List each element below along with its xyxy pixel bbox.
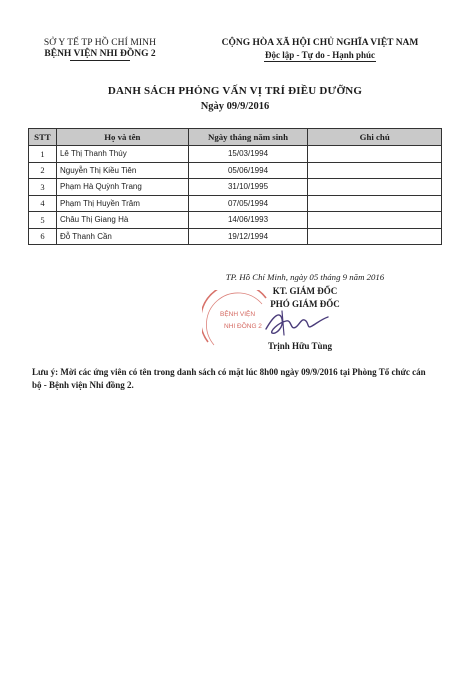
candidate-table bbox=[28, 128, 442, 245]
column-header-dob: Ngày tháng năm sinh bbox=[188, 129, 308, 146]
row-stt: 5 bbox=[29, 212, 57, 229]
place-and-date: TP. Hồ Chí Minh, ngày 05 tháng 9 năm 2016 bbox=[225, 272, 385, 282]
row-name: Lê Thị Thanh Thúy bbox=[56, 146, 188, 163]
row-dob: 15/03/1994 bbox=[188, 146, 308, 163]
motto-underline bbox=[264, 61, 376, 62]
column-header-stt: STT bbox=[29, 129, 57, 146]
row-note bbox=[308, 228, 442, 245]
department-name: SỞ Y TẾ TP HỒ CHÍ MINH bbox=[43, 38, 157, 48]
row-dob: 19/12/1994 bbox=[188, 228, 308, 245]
notice-text: Lưu ý: Mời các ứng viên có tên trong danh sách có mặt lúc 8h00 ngày 09/9/2016 tại Phòng Tổ chức cán bộ - Bệnh viện Nhi đồng 2. bbox=[32, 367, 426, 390]
row-stt: 6 bbox=[29, 228, 57, 245]
national-motto: Độc lập - Tự do - Hạnh phúc bbox=[264, 50, 375, 60]
row-dob: 14/06/1993 bbox=[188, 212, 308, 229]
row-stt: 3 bbox=[29, 179, 57, 196]
column-header-name: Họ và tên bbox=[56, 129, 188, 146]
row-name: Đỗ Thanh Cần bbox=[56, 228, 188, 245]
issuer-header bbox=[20, 38, 180, 61]
row-note bbox=[308, 212, 442, 229]
row-stt: 1 bbox=[29, 146, 57, 163]
table-row bbox=[29, 146, 442, 163]
row-name: Phạm Hà Quỳnh Trang bbox=[56, 179, 188, 196]
national-title: CỘNG HÒA XÃ HỘI CHỦ NGHĨA VIỆT NAM bbox=[221, 38, 419, 48]
row-name: Phạm Thị Huyền Trâm bbox=[56, 195, 188, 212]
issuer-underline bbox=[70, 60, 130, 61]
row-note bbox=[308, 146, 442, 163]
document-title: DANH SÁCH PHỎNG VẤN VỊ TRÍ ĐIỀU DƯỠNG bbox=[107, 85, 363, 97]
table-header-row bbox=[29, 129, 442, 146]
table-row bbox=[29, 228, 442, 245]
row-dob: 07/05/1994 bbox=[188, 195, 308, 212]
national-header bbox=[185, 38, 455, 62]
svg-text:NHI ĐỒNG 2: NHI ĐỒNG 2 bbox=[224, 323, 262, 330]
table-row bbox=[29, 195, 442, 212]
signer-title-secondary: PHÓ GIÁM ĐỐC bbox=[270, 299, 340, 309]
svg-text:BỆNH VIỆN: BỆNH VIỆN bbox=[220, 311, 256, 318]
row-note bbox=[308, 195, 442, 212]
row-note bbox=[308, 162, 442, 179]
table-row bbox=[29, 162, 442, 179]
row-name: Châu Thị Giang Hà bbox=[56, 212, 188, 229]
column-header-note: Ghi chú bbox=[308, 129, 442, 146]
row-stt: 2 bbox=[29, 162, 57, 179]
signer-name: Trịnh Hữu Tùng bbox=[267, 341, 333, 351]
row-name: Nguyễn Thị Kiều Tiên bbox=[56, 162, 188, 179]
table-row bbox=[29, 212, 442, 229]
row-note bbox=[308, 179, 442, 196]
table-row bbox=[29, 179, 442, 196]
hospital-name: BỆNH VIỆN NHI ĐỒNG 2 bbox=[44, 49, 156, 59]
document-date: Ngày 09/9/2016 bbox=[200, 101, 270, 112]
handwritten-signature bbox=[262, 305, 332, 340]
row-dob: 31/10/1995 bbox=[188, 179, 308, 196]
row-dob: 05/06/1994 bbox=[188, 162, 308, 179]
signer-title-primary: KT. GIÁM ĐỐC bbox=[272, 286, 338, 296]
row-stt: 4 bbox=[29, 195, 57, 212]
